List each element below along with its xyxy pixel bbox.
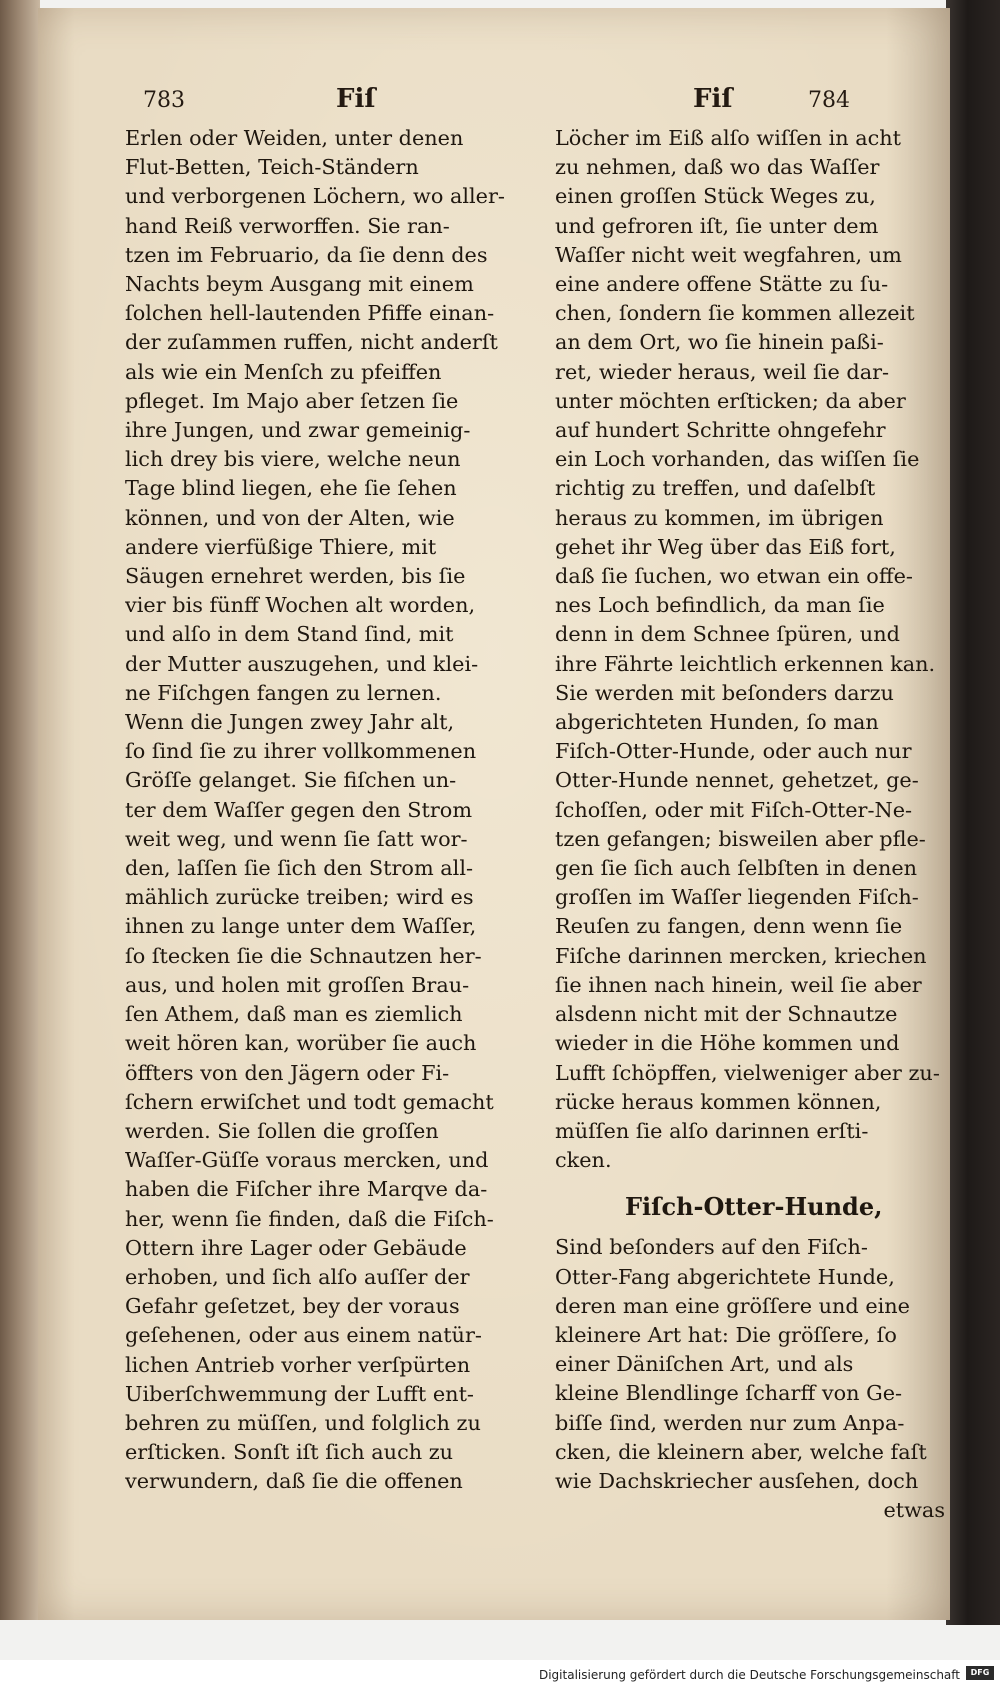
text-line: und gefroren iſt, ſie unter dem xyxy=(555,213,879,238)
text-line: einer Däniſchen Art, und als xyxy=(555,1352,854,1377)
text-line: ſchoſſen, oder mit Fiſch-Otter-Ne- xyxy=(555,797,913,822)
text-line: ein Loch vorhanden, das wiſſen ſie xyxy=(555,447,920,472)
text-line: Uiberſchwemmung der Lufft ent- xyxy=(125,1381,474,1406)
text-line: Waſſer nicht weit wegfahren, um xyxy=(555,242,902,267)
text-line: weit weg, und wenn ſie ſatt wor- xyxy=(125,826,468,851)
text-line: denn in dem Schnee ſpüren, und xyxy=(555,622,900,647)
catchword: etwas xyxy=(883,1498,945,1523)
text-line: heraus zu kommen, im übrigen xyxy=(555,505,884,530)
text-line: wieder in die Höhe kommen und xyxy=(555,1031,900,1056)
text-line: alsdenn nicht mit der Schnautze xyxy=(555,1002,898,1027)
text-line: mählich zurücke treiben; wird es xyxy=(125,885,474,910)
text-line: Flut-Betten, Teich-Ständern xyxy=(125,155,419,180)
text-line: geſehenen, oder aus einem natür- xyxy=(125,1323,482,1348)
text-line: ſo ſtecken ſie die Schnautzen her- xyxy=(125,943,482,968)
text-line: daß ſie ſuchen, wo etwan ein offe- xyxy=(555,564,913,589)
text-line: Erlen oder Weiden, unter denen xyxy=(125,126,464,150)
text-line: ſie ihnen nach hinein, weil ſie aber xyxy=(555,972,922,997)
text-line: müſſen ſie alſo darinnen erſti- xyxy=(555,1118,869,1143)
text-line: Otter-Fang abgerichtete Hunde, xyxy=(555,1264,895,1289)
text-line: erſticken. Sonſt iſt ſich auch zu xyxy=(125,1440,454,1465)
text-line: öffters von den Jägern oder Fi- xyxy=(125,1060,450,1085)
right-running-head: Fiſ xyxy=(693,84,733,114)
text-line: weit hören kan, worüber ſie auch xyxy=(125,1031,477,1056)
text-line: den, laſſen ſie ſich den Strom all- xyxy=(125,856,474,881)
text-line: kleine Blendlinge ſcharff von Ge- xyxy=(555,1381,903,1406)
text-line: ſchern erwiſchet und todt gemacht xyxy=(125,1089,494,1114)
text-line: Löcher im Eiß alſo wiſſen in acht xyxy=(555,126,902,150)
text-line: her, wenn ſie finden, daß die Fiſch- xyxy=(125,1206,494,1231)
text-line: Tage blind liegen, ehe ſie ſehen xyxy=(125,476,457,501)
text-line: richtig zu treffen, und daſelbſt xyxy=(555,476,876,501)
text-line: der zuſammen ruffen, nicht anderſt xyxy=(125,330,498,355)
text-line: tzen gefangen; bisweilen aber pfle- xyxy=(555,826,926,851)
right-text-column xyxy=(555,124,965,1525)
dfg-logo: DFG xyxy=(966,1666,994,1680)
text-line: Sind beſonders auf den Fiſch- xyxy=(555,1235,868,1260)
text-line: wie Dachskriecher ausſehen, doch xyxy=(555,1468,919,1493)
text-line: Gefahr geſetzet, bey der voraus xyxy=(125,1294,460,1319)
text-line: ihre Fährte leichtlich erkennen kan. xyxy=(555,651,936,676)
funding-credit: Digitalisierung gefördert durch die Deutsche Forschungsgemeinschaft xyxy=(538,1668,960,1682)
text-line: der Mutter auszugehen, und klei- xyxy=(125,651,479,676)
text-line: lich drey bis viere, welche neun xyxy=(125,447,461,472)
left-text-column xyxy=(125,124,535,1497)
text-line: ret, wieder heraus, weil ſie dar- xyxy=(555,359,890,384)
text-line: Lufft ſchöpffen, vielweniger aber zu- xyxy=(555,1060,940,1085)
text-line: Fiſche darinnen mercken, kriechen xyxy=(555,943,927,968)
right-page-number: 784 xyxy=(808,88,850,113)
text-line: rücke heraus kommen können, xyxy=(555,1089,882,1114)
text-line: biſſe ſind, werden nur zum Anpa- xyxy=(555,1410,905,1435)
text-line: groſſen im Waſſer liegenden Fiſch- xyxy=(555,885,919,910)
text-line: andere vierfüßige Thiere, mit xyxy=(125,534,437,559)
text-line: gen ſie ſich auch ſelbſten in denen xyxy=(555,856,918,881)
text-line: abgerichteten Hunden, ſo man xyxy=(555,710,879,735)
text-line: Reuſen zu fangen, denn wenn ſie xyxy=(555,914,903,939)
text-line: ſo ſind ſie zu ihrer vollkommenen xyxy=(125,739,477,764)
text-line: hand Reiß verworffen. Sie ran- xyxy=(125,213,450,238)
text-line: unter möchten erſticken; da aber xyxy=(555,388,906,413)
text-line: Ottern ihre Lager oder Gebäude xyxy=(125,1235,467,1260)
text-line: Fiſch-Otter-Hunde, oder auch nur xyxy=(555,739,912,764)
text-line: pfleget. Im Majo aber ſetzen ſie xyxy=(125,388,459,413)
text-line: gehet ihr Weg über das Eiß fort, xyxy=(555,534,896,559)
text-line: werden. Sie ſollen die groſſen xyxy=(125,1118,439,1143)
text-line: lichen Antrieb vorher verſpürten xyxy=(125,1352,471,1377)
text-line: chen, ſondern ſie kommen allezeit xyxy=(555,301,915,326)
text-line: Gröſſe gelanget. Sie fiſchen un- xyxy=(125,768,457,793)
text-line: und verborgenen Löchern, wo aller- xyxy=(125,184,505,209)
text-line: und alſo in dem Stand ſind, mit xyxy=(125,622,454,647)
section-heading: Fiſch-Otter-Hunde, xyxy=(625,1192,883,1222)
text-line: zu nehmen, daß wo das Waſſer xyxy=(555,155,880,180)
digitization-footer xyxy=(0,1660,1000,1692)
running-header xyxy=(38,86,950,126)
text-line: cken, die kleinern aber, welche faſt xyxy=(555,1439,927,1464)
text-line: ihnen zu lange unter dem Waſſer, xyxy=(125,914,477,939)
text-line: Wenn die Jungen zwey Jahr alt, xyxy=(125,710,455,735)
left-running-head: Fiſ xyxy=(336,84,376,114)
text-line: ſen Athem, daß man es ziemlich xyxy=(125,1002,463,1027)
text-line: haben die Fiſcher ihre Marqve da- xyxy=(125,1177,488,1202)
text-line: auf hundert Schritte ohngefehr xyxy=(555,418,886,443)
text-line: eine andere offene Stätte zu ſu- xyxy=(555,272,889,297)
text-line: aus, und holen mit groſſen Brau- xyxy=(125,972,470,997)
text-line: erhoben, und ſich alſo auſſer der xyxy=(125,1264,470,1289)
text-line: ter dem Waſſer gegen den Strom xyxy=(125,797,473,822)
text-line: Otter-Hunde nennet, gehetzet, ge- xyxy=(555,768,919,793)
text-line: behren zu müſſen, und folglich zu xyxy=(125,1410,481,1435)
text-line: cken. xyxy=(555,1148,612,1173)
text-line: nes Loch befindlich, da man ſie xyxy=(555,593,885,618)
left-page-number: 783 xyxy=(143,88,185,113)
text-line: kleinere Art hat: Die gröſſere, ſo xyxy=(555,1322,897,1347)
text-line: einen groſſen Stück Weges zu, xyxy=(555,184,876,209)
text-line: als wie ein Menſch zu pfeiffen xyxy=(125,359,442,384)
text-line: ne Fiſchgen fangen zu lernen. xyxy=(125,680,442,705)
text-line: ſolchen hell-lautenden Pfiffe einan- xyxy=(125,301,495,326)
text-line: verwundern, daß ſie die offenen xyxy=(125,1469,463,1494)
text-line: Säugen ernehret werden, bis ſie xyxy=(125,564,466,589)
text-line: deren man eine gröſſere und eine xyxy=(555,1293,910,1318)
text-line: an dem Ort, wo ſie hinein paßi- xyxy=(555,330,884,355)
text-line: können, und von der Alten, wie xyxy=(125,505,455,530)
text-line: vier bis fünff Wochen alt worden, xyxy=(125,593,476,618)
book-edge xyxy=(0,0,40,1620)
text-line: Nachts beym Ausgang mit einem xyxy=(125,272,474,297)
text-line: Waſſer-Güſſe voraus mercken, und xyxy=(125,1148,489,1173)
text-line: tzen im Februario, da ſie denn des xyxy=(125,242,488,267)
text-line: ihre Jungen, und zwar gemeinig- xyxy=(125,418,471,443)
text-line: Sie werden mit beſonders darzu xyxy=(555,680,894,705)
